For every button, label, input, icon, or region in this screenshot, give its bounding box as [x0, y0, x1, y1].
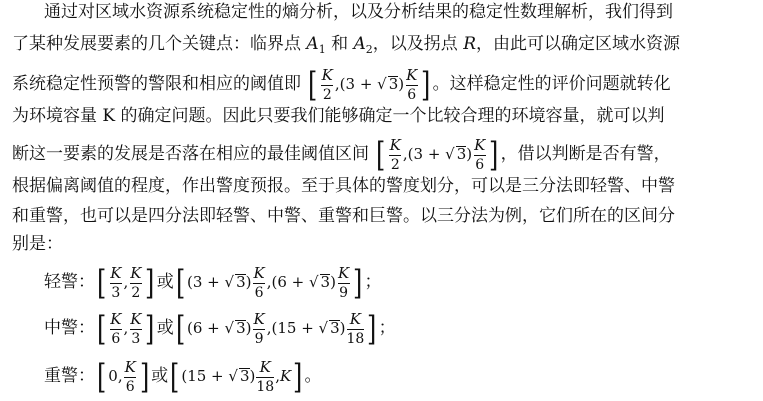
text: 了某种发展要素的几个关键点：临界点 — [12, 34, 307, 54]
text: 为环境容量 K 的确定问题。因此只要我们能够确定一个比较合理的环境容量，就可以判 — [12, 106, 665, 126]
level-medium: 中警：[ $\frac{K}{6}$ , $\frac{K}{3}$ ] 或[ (6 + √ 3) $\frac{K}{9}$ ,(15 + √ 3) $\frac{K}{18}$ ] ； — [44, 308, 396, 349]
text: ，以及拐点 — [372, 34, 464, 54]
text: 和重警，也可以是四分法即轻警、中警、重警和巨警。以三分法为例，它们所在的区间分 — [12, 206, 675, 226]
text: 系统稳定性预警的警限和相应的阈值即 — [12, 74, 301, 94]
var-a: A — [353, 34, 366, 54]
text: ，由此可以确定区域水资源 — [476, 34, 680, 54]
text: 断这一要素的发展是否落在相应的最佳阈值区间 — [12, 144, 369, 164]
level-label: 中警： — [44, 318, 95, 338]
text: 通过对区域水资源系统稳定性的熵分析，以及分析结果的稳定性数理解析，我们得到 — [44, 2, 673, 22]
fraction: $\frac{K}{2}$ — [389, 135, 401, 173]
text: 。这样稳定性的评价问题就转化 — [432, 74, 671, 94]
fraction: $\frac{K}{2}$ — [321, 65, 333, 103]
paragraph-line-1 — [44, 0, 751, 24]
subscript: 2 — [365, 43, 373, 56]
paragraph-line-6 — [12, 174, 751, 198]
fraction: $\frac{K}{6}$ — [406, 65, 418, 103]
text: 和 — [325, 34, 354, 54]
var-r: R — [463, 34, 476, 54]
fraction: $\frac{K}{6}$ — [474, 135, 486, 173]
level-light: 轻警：[ $\frac{K}{3}$ , $\frac{K}{2}$ ] 或[ (3 + √ 3) $\frac{K}{6}$ ,(6 + √ 3) $\frac{K}{9}$ ] ； — [44, 262, 382, 303]
text: 别是： — [12, 234, 63, 254]
level-label: 重警： — [44, 366, 95, 386]
paragraph-line-7 — [12, 204, 751, 228]
bracket-open: [ — [308, 64, 318, 105]
paragraph-line-4 — [12, 104, 751, 128]
subscript: 1 — [318, 43, 326, 56]
bracket-close: ] — [421, 64, 431, 105]
var-a: A — [306, 34, 319, 54]
level-heavy: 重警：[ 0, $\frac{K}{6}$ ] 或[ (15 + √ 3) $\frac{K}{18}$ ,K] 。 — [44, 356, 322, 397]
bracket-close: ] — [489, 134, 499, 175]
level-label: 轻警： — [44, 272, 95, 292]
paragraph-line-2 — [12, 32, 751, 58]
paragraph-line-8 — [12, 232, 751, 256]
paragraph-line-5: 断这一要素的发展是否落在相应的最佳阈值区间 [ $\frac{K}{2}$ ,(3 + √ 3) $\frac{K}{6}$ ] ，借以判断是否有警， — [12, 134, 671, 175]
text: ，借以判断是否有警， — [500, 144, 671, 164]
text: 根据偏离阈值的程度，作出警度预报。至于具体的警度划分，可以是三分法即轻警、中警 — [12, 176, 675, 196]
paragraph-line-3: 系统稳定性预警的警限和相应的阈值即 [ $\frac{K}{2}$ ,(3 + √ 3) $\frac{K}{6}$ ] 。这样稳定性的评价问题就转化 — [12, 64, 671, 105]
bracket-open: [ — [376, 134, 386, 175]
